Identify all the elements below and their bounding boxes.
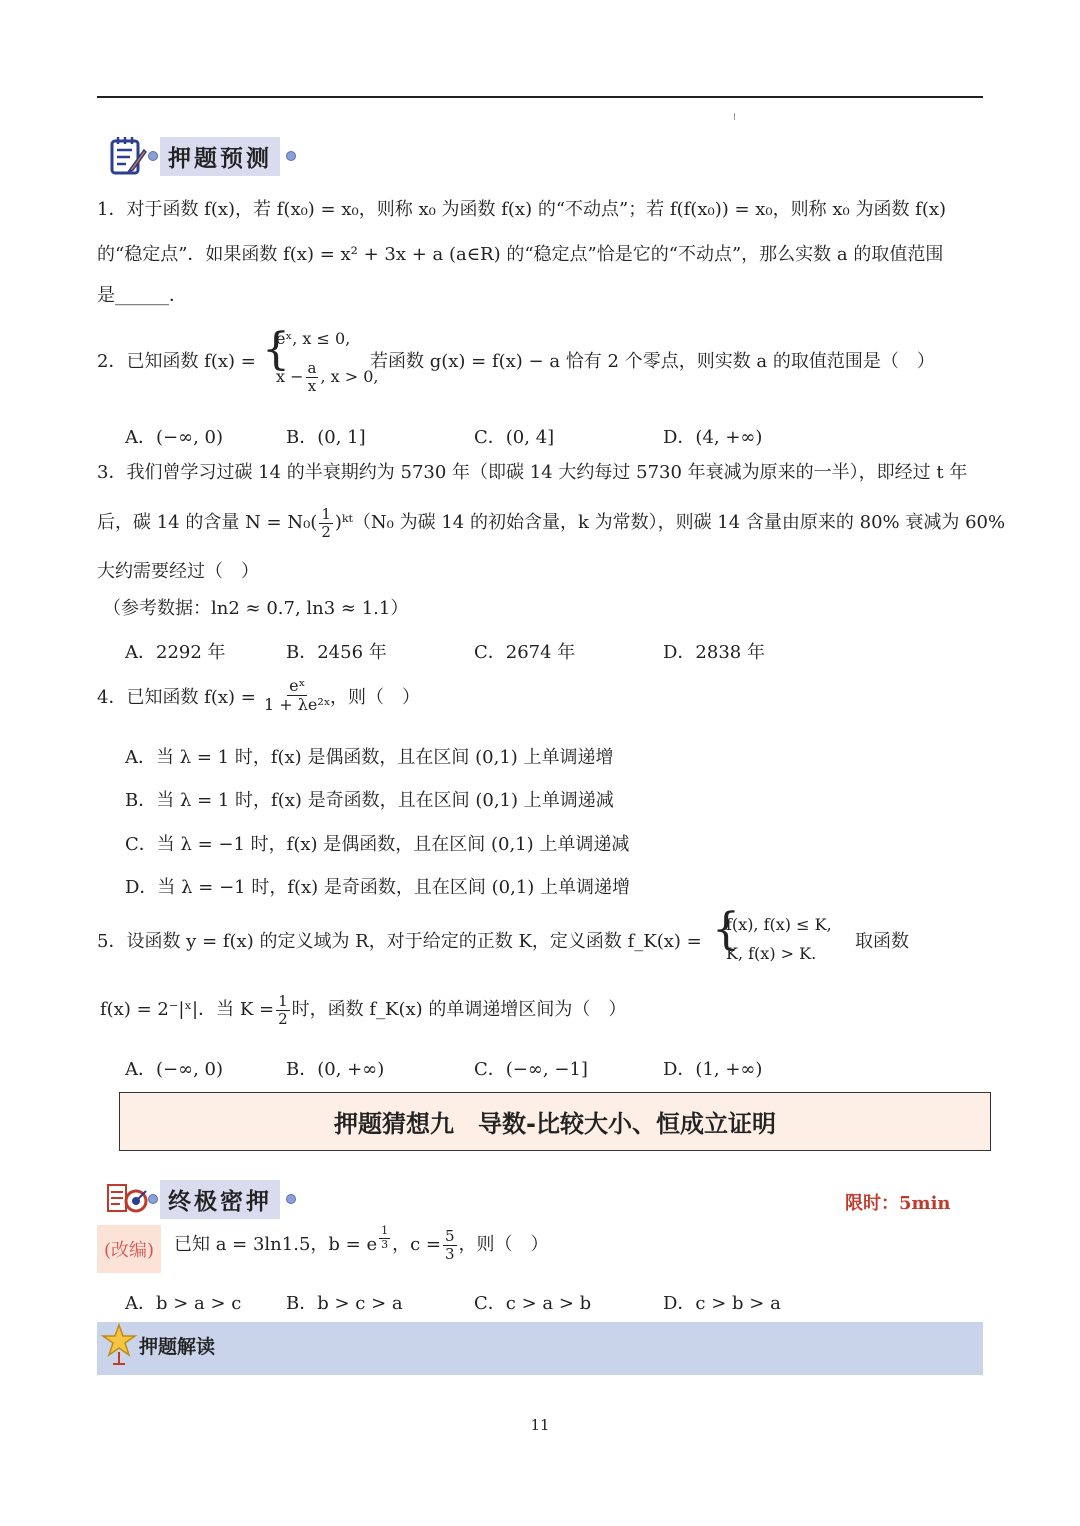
final-option-a: A．b > a > c <box>125 1293 242 1314</box>
time-limit: 限时：5min <box>845 1193 951 1214</box>
q5-line2 <box>100 993 626 1027</box>
section-header-final <box>106 1177 296 1221</box>
q3-line2-post: )ᵏᵗ（N₀ 为碳 14 的初始含量，k 为常数），则碳 14 含量由原来的 80% 衰减为 60% <box>334 512 1006 533</box>
q3-line2 <box>97 506 1005 540</box>
header-tick <box>734 113 735 120</box>
frac-den: 3 <box>381 1237 389 1251</box>
q5-prefix: 5．设函数 y = f(x) 的定义域为 R，对于给定的正数 K，定义函数 f_K(x) = <box>97 931 702 952</box>
q4-option-b: B．当 λ = 1 时，f(x) 是奇函数，且在区间 (0,1) 上单调递减 <box>125 790 614 811</box>
q3-line2-pre: 后，碳 14 的含量 N = N₀( <box>97 512 318 533</box>
q3-line1: 3．我们曾学习过碳 14 的半衰期约为 5730 年（即碳 14 大约每过 5730 年衰减为原来的一半），即经过 t 年 <box>97 462 968 483</box>
final-question <box>174 1224 549 1263</box>
topic-banner <box>119 1092 991 1151</box>
q2-option-d: D．(4, +∞) <box>663 427 763 448</box>
q2-prefix: 2．已知函数 f(x) = <box>97 351 256 372</box>
q3-line3: 大约需要经过（ ） <box>97 561 259 582</box>
q4-option-c: C．当 λ = −1 时，f(x) 是偶函数，且在区间 (0,1) 上单调递减 <box>125 834 630 855</box>
final-option-c: C．c > a > b <box>474 1293 592 1314</box>
final-option-b: B．b > c > a <box>286 1293 403 1314</box>
q5-option-c: C．(−∞, −1] <box>474 1059 588 1080</box>
header-dot-icon <box>286 1194 296 1204</box>
section-header-predict <box>106 134 296 178</box>
frac-num: 1 <box>321 505 331 523</box>
q2-case2-pre: x − <box>276 367 304 386</box>
q2-option-c: C．(0, 4] <box>474 427 555 448</box>
star-icon <box>100 1322 138 1370</box>
q5-option-b: B．(0, +∞) <box>286 1059 385 1080</box>
adapted-tag: (改编) <box>97 1225 161 1273</box>
q5-option-a: A．(−∞, 0) <box>125 1059 224 1080</box>
frac-den: 1 + λe²ˣ <box>264 694 331 714</box>
header-rule <box>97 96 983 98</box>
target-icon <box>106 1177 150 1221</box>
frac-den: 3 <box>445 1244 455 1263</box>
frac-den: 2 <box>321 522 331 541</box>
frac-num: 1 <box>381 1224 389 1238</box>
frac-den: 2 <box>278 1009 288 1028</box>
q5-line2-post: 时，函数 f_K(x) 的单调递增区间为（ ） <box>291 999 627 1020</box>
q4-frac <box>262 677 333 713</box>
q3-option-a: A．2292 年 <box>125 642 226 663</box>
frac-num: eˣ <box>289 676 306 695</box>
frac-num: 1 <box>278 992 288 1010</box>
q4-option-d: D．当 λ = −1 时，f(x) 是奇函数，且在区间 (0,1) 上单调递增 <box>125 877 631 898</box>
final-option-d: D．c > b > a <box>663 1293 781 1314</box>
q5-line2-pre: f(x) = 2⁻|ˣ|．当 K = <box>100 999 275 1020</box>
brace-icon: { <box>262 324 290 375</box>
q4-option-a: A．当 λ = 1 时，f(x) 是偶函数，且在区间 (0,1) 上单调递增 <box>125 747 614 768</box>
c-frac <box>443 1228 457 1262</box>
banner-title: 押题猜想九 导数-比较大小、恒成立证明 <box>334 1110 776 1138</box>
notepad-icon <box>106 134 150 178</box>
q3-ref: （参考数据：ln2 ≈ 0.7, ln3 ≈ 1.1） <box>103 598 409 619</box>
q5-case1: f(x), f(x) ≤ K, <box>726 915 832 934</box>
frac-den: x <box>307 376 317 395</box>
final-text-post: ，则（ ） <box>458 1234 549 1255</box>
interpretation-bar <box>97 1322 983 1375</box>
q5-case2: K, f(x) > K. <box>726 944 817 963</box>
page-number: 11 <box>530 1416 550 1434</box>
q2-case2-post: , x > 0, <box>320 367 379 386</box>
q2-case1: eˣ, x ≤ 0, <box>276 329 351 348</box>
frac-num: 5 <box>445 1227 455 1245</box>
exp-frac <box>379 1225 390 1250</box>
q1-line3: 是______． <box>97 285 187 306</box>
final-text-mid: ，c = <box>392 1234 441 1255</box>
q5-frac <box>276 993 290 1027</box>
q3-option-c: C．2674 年 <box>474 642 576 663</box>
q3-option-b: B．2456 年 <box>286 642 387 663</box>
frac-num: a <box>307 359 317 377</box>
brace-icon: { <box>712 904 740 955</box>
q2-suffix: 若函数 g(x) = f(x) − a 恰有 2 个零点，则实数 a 的取值范围是（ ） <box>370 351 935 372</box>
q2-option-a: A．(−∞, 0) <box>125 427 224 448</box>
q3-option-d: D．2838 年 <box>663 642 765 663</box>
q2-case2-frac <box>306 360 319 394</box>
q4-prefix: 4．已知函数 f(x) = <box>97 687 256 708</box>
final-text-pre: 已知 a = 3ln1.5，b = e <box>174 1234 378 1255</box>
section-title: 押题预测 <box>160 137 280 176</box>
q2-option-b: B．(0, 1] <box>286 427 366 448</box>
section-title: 终极密押 <box>160 1180 280 1219</box>
interpretation-title: 押题解读 <box>139 1336 216 1358</box>
q2-case2 <box>276 360 379 394</box>
q4-suffix: ，则（ ） <box>330 687 420 708</box>
q5-option-d: D．(1, +∞) <box>663 1059 763 1080</box>
q5-suffix: 取函数 <box>855 931 909 952</box>
q3-frac <box>319 506 333 540</box>
header-dot-icon <box>286 151 296 161</box>
q1-line2: 的“稳定点”．如果函数 f(x) = x² + 3x + a (a∈R) 的“稳定点”恰是它的“不动点”，那么实数 a 的取值范围 <box>97 244 944 265</box>
q1-line1: 1．对于函数 f(x)，若 f(x₀) = x₀，则称 x₀ 为函数 f(x) 的“不动点”；若 f(f(x₀)) = x₀，则称 x₀ 为函数 f(x) <box>97 199 947 220</box>
